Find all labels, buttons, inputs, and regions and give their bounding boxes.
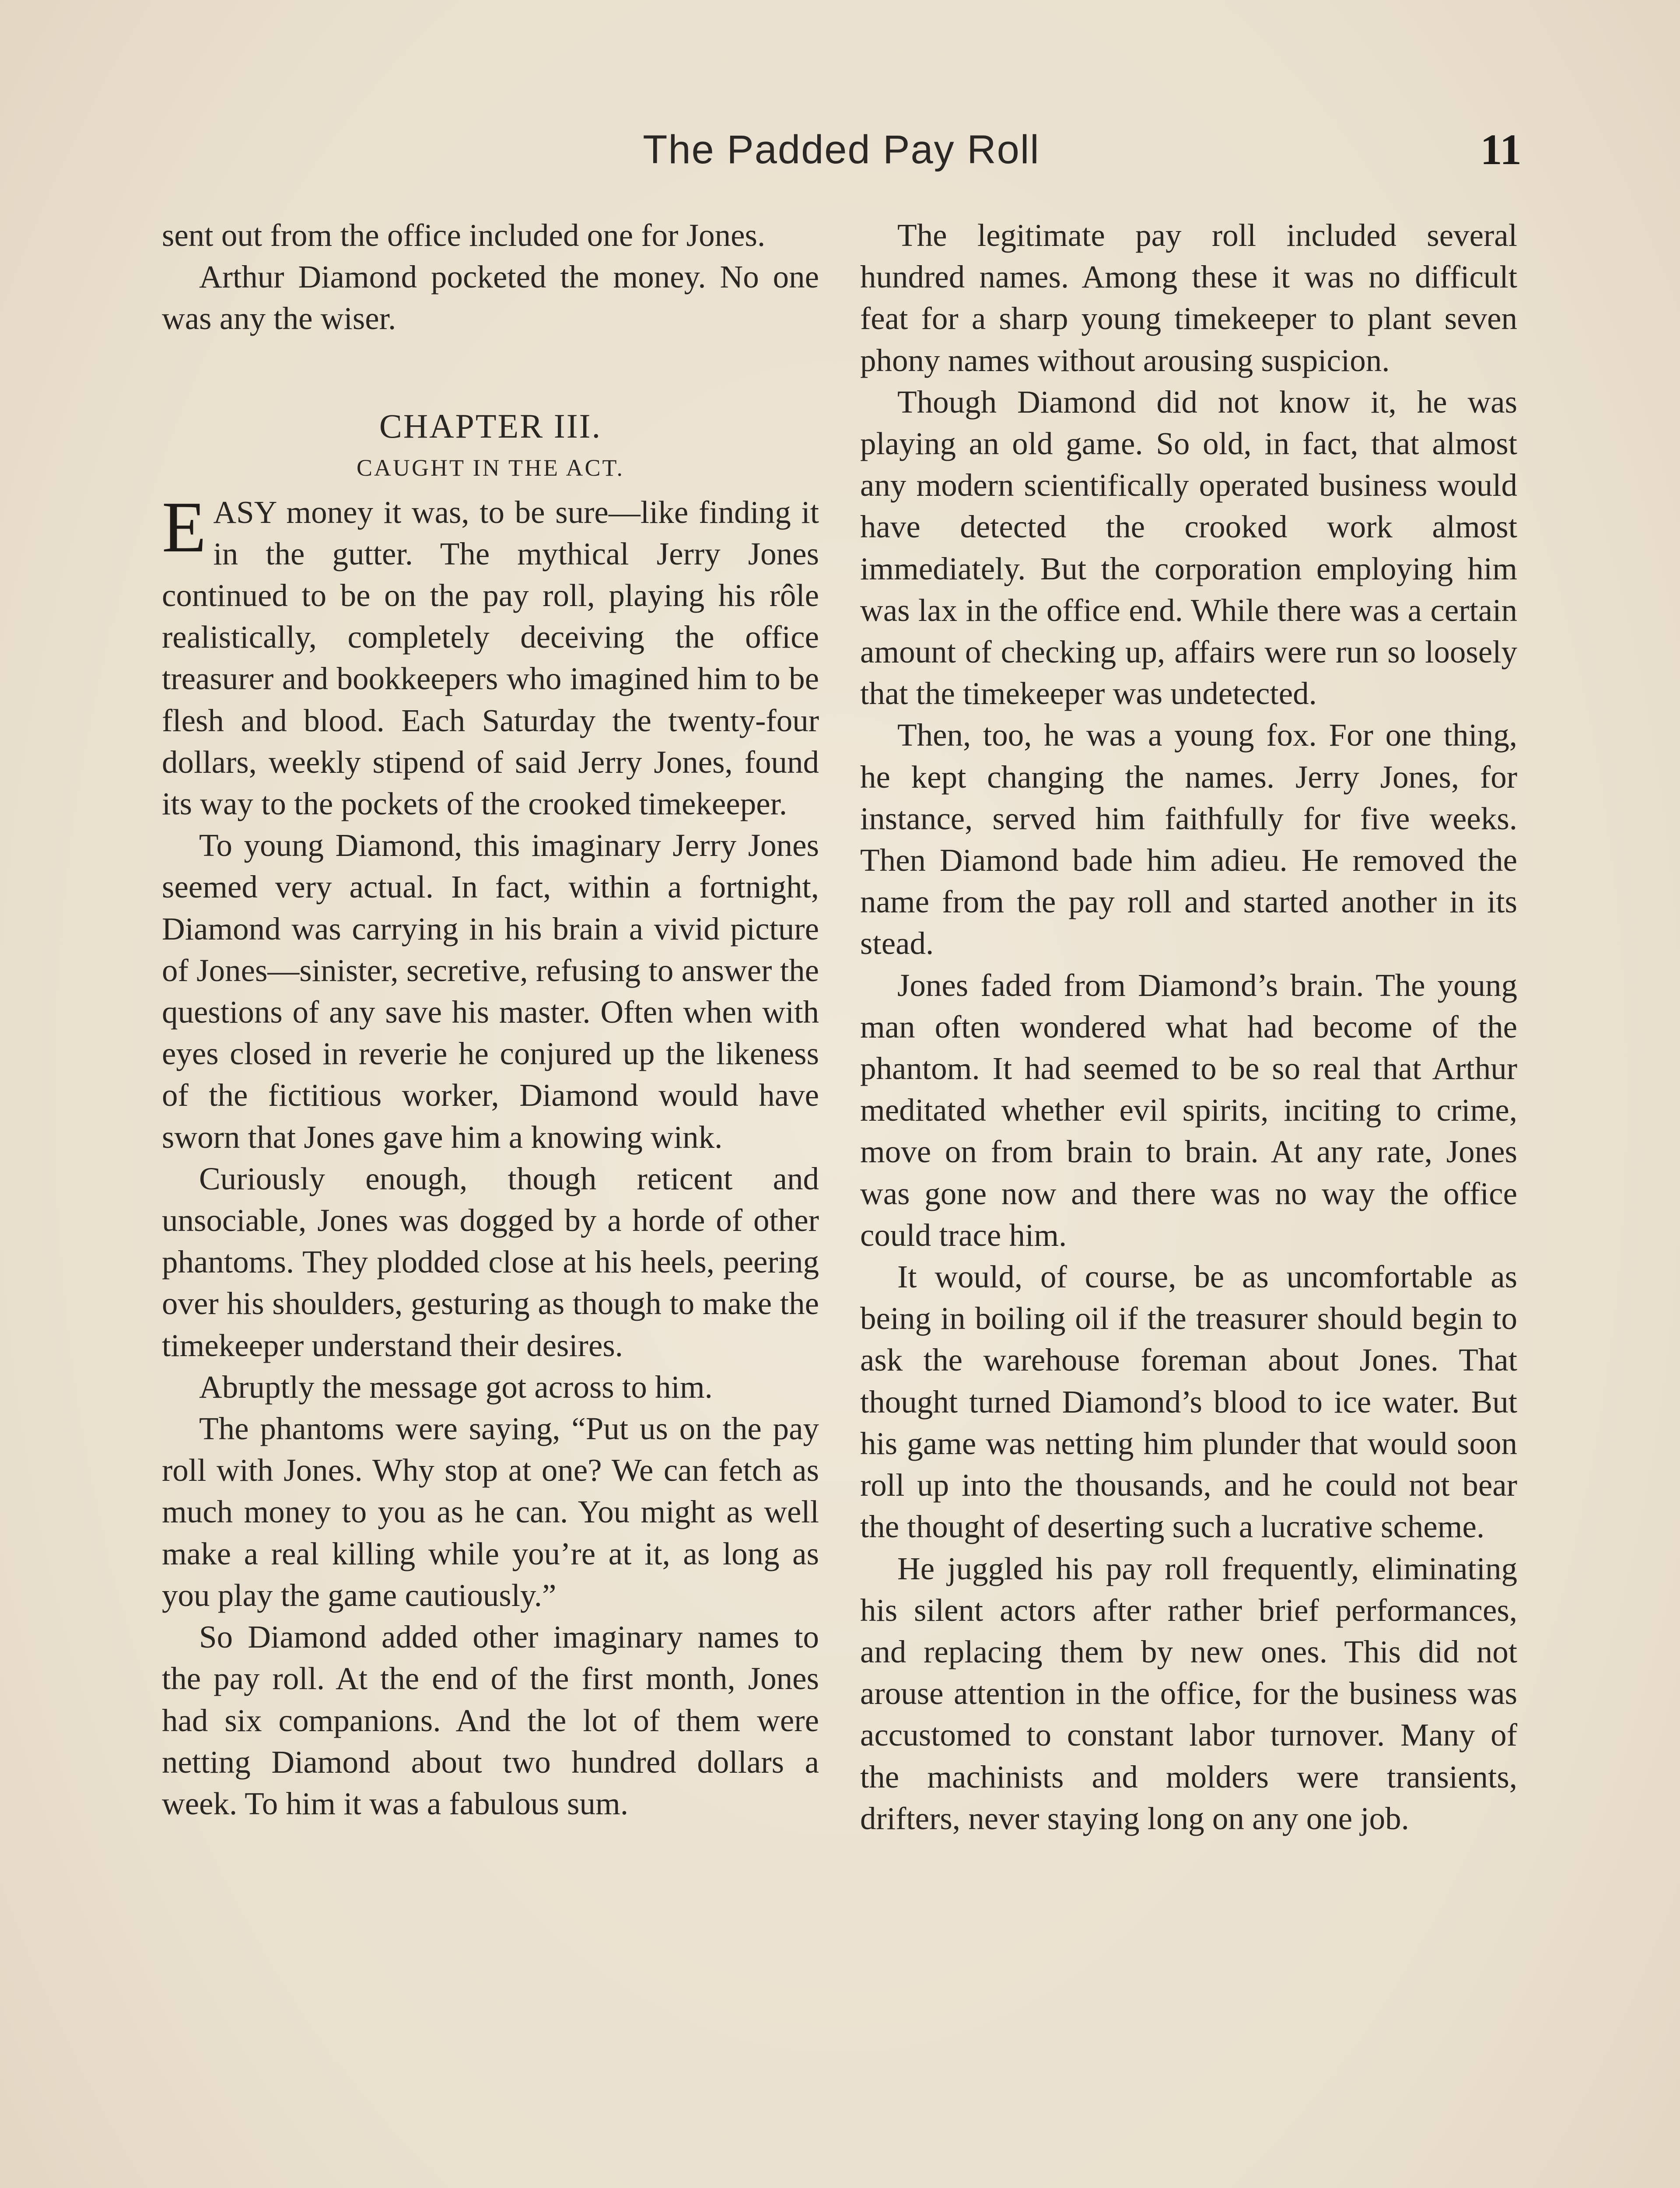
paragraph-text: ASY money it was, to be sure—like finding it in the gutter. The mythical Jerry Jones continued to be on the pay roll, playing his rôle realistically, completely deceiving the office treasurer and bookkeepers who imagined him to be flesh and blood. Each Saturday the twenty-four dollars, weekly stipend of said Jerry Jones, found its way to the pockets of the crooked timekeeper. [162,494,819,822]
running-title: The Padded Pay Roll [643,127,1040,172]
page-header [161,127,1522,188]
drop-cap: E [162,486,206,567]
page-number: 11 [1480,125,1522,174]
paragraph: Curiously enough, though reticent and unsociable, Jones was dogged by a horde of other phantoms. They plodded close at his heels, peering over his shoulders, gesturing as though to make the timekeeper understand their desires. [162,1161,819,1363]
chapter-opening-paragraph [162,486,819,825]
paragraph: The legitimate pay roll included several hundred names. Among these it was no difficult feat for a sharp young timekeeper to plant seven phony names without arousing suspicion. [860,217,1517,378]
paragraph: Then, too, he was a young fox. For one thing, he kept changing the names. Jerry Jones, for instance, served him faithfully for five weeks. Then Diamond bade him adieu. He removed the name from the pay roll and started another in its stead. [860,717,1517,961]
paragraph: Though Diamond did not know it, he was playing an old game. So old, in fact, that almost any modern scientifically operated business would have detected the crooked work almost immediately. But the corporation employing him was lax in the office end. While there was a certain amount of checking up, affairs were run so loosely that the timekeeper was undetected. [860,384,1517,712]
chapter-title: CHAPTER III. [379,407,602,445]
paragraph: It would, of course, be as uncomfortable as being in boiling oil if the treasurer should begin to ask the warehouse foreman about Jones. That thought turned Diamond’s blood to ice water. But his game was netting him plunder that would soon roll up into the thousands, and he could not bear the thought of deserting such a lucrative scheme. [860,1259,1517,1545]
chapter-subtitle: CAUGHT IN THE ACT. [357,454,624,481]
paragraph: Jones faded from Diamond’s brain. The young man often wondered what had become of the phantom. It had seemed to be so real that Arthur meditated whether evil spirits, inciting to crime, move on from brain to brain. At any rate, Jones was gone now and there was no way the office could trace him. [860,967,1517,1253]
paragraph: To young Diamond, this imaginary Jerry Jones seemed very actual. In fact, within a fortnight, Diamond was carrying in his brain a vivid picture of Jones—sinister, secretive, refusing to answer the questions of any save his master. Often when with eyes closed in reverie he conjured up the likeness of the fictitious worker, Diamond would have sworn that Jones gave him a knowing wink. [162,828,819,1155]
paragraph: sent out from the office included one for Jones. [162,217,766,253]
right-column [860,214,1517,1839]
paragraph: So Diamond added other imaginary names to the pay roll. At the end of the first month, Jones had six companions. And the lot of them were netting Diamond about two hundred dollars a week. To him it was a fabulous sum. [162,1619,819,1821]
paragraph: Abruptly the message got across to him. [199,1369,713,1405]
paragraph: The phantoms were saying, “Put us on the pay roll with Jones. Why stop at one? We can fetch as much money to you as he can. You might as well make a real killing while you’re at it, as long as you play the game cautiously.” [162,1411,819,1613]
paragraph: He juggled his pay roll frequently, eliminating his silent actors after rather brief performances, and replacing them by new ones. This did not arouse attention in the office, for the business was accustomed to constant labor turnover. Many of the machinists and molders were transients, drifters, never staying long on any one job. [860,1550,1517,1836]
paragraph: Arthur Diamond pocketed the money. No one was any the wiser. [162,259,819,337]
left-column [162,214,819,1824]
